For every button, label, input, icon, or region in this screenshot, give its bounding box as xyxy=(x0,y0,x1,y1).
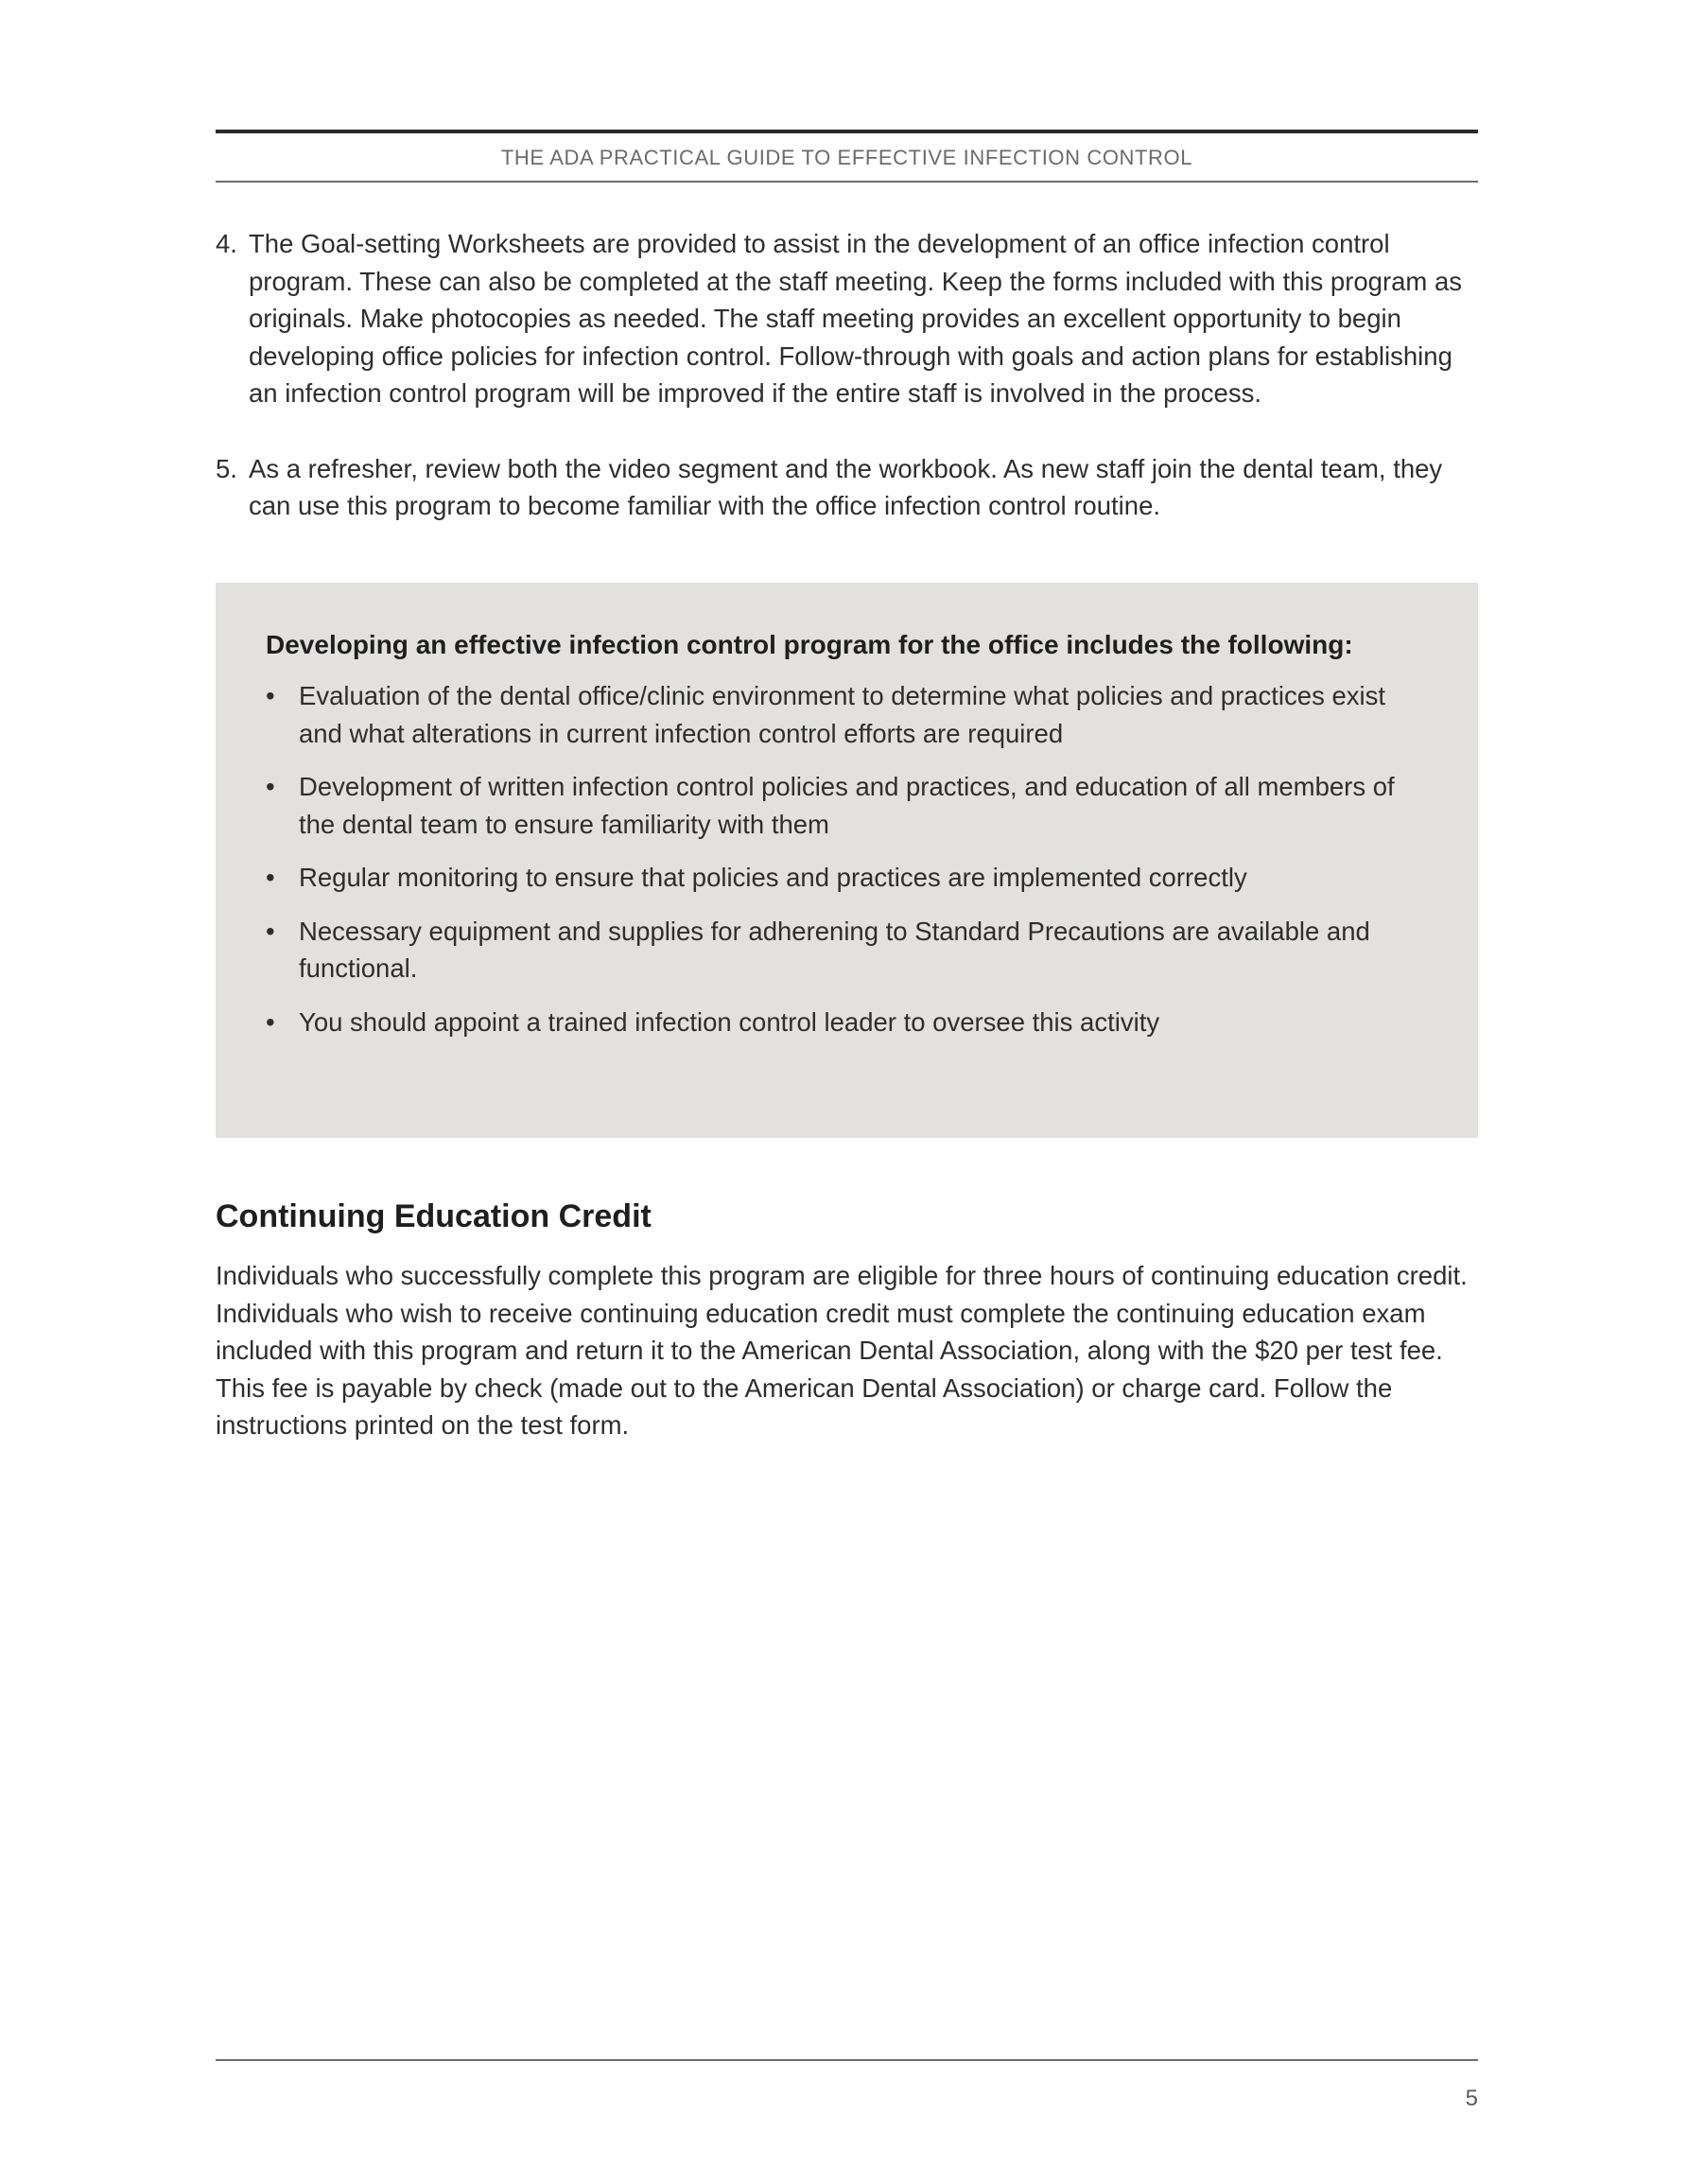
bullet-text: You should appoint a trained infection control leader to oversee this activity xyxy=(299,1006,1160,1037)
bullet-icon: • xyxy=(266,863,275,892)
section-title: Continuing Education Credit xyxy=(216,1198,652,1234)
bullet-item xyxy=(266,913,1429,987)
bullet-icon: • xyxy=(266,916,275,946)
bullet-text: Necessary equipment and supplies for adherening to Standard Precautions are available and functional. xyxy=(299,916,1370,983)
bullet-icon: • xyxy=(266,772,275,801)
footer-rule xyxy=(216,2059,1478,2061)
bullet-item xyxy=(266,859,1429,897)
bullet-text: Development of written infection control policies and practices, and education of all members of the dental team to ensure familiarity with them xyxy=(299,772,1395,839)
numbered-list xyxy=(216,225,1478,525)
bullet-item xyxy=(266,768,1429,843)
bullet-icon: • xyxy=(266,681,275,710)
running-header: THE ADA PRACTICAL GUIDE TO EFFECTIVE INFECTION CONTROL xyxy=(500,146,1193,169)
bullet-item xyxy=(266,677,1429,752)
item-text: As a refresher, review both the video segment and the workbook. As new staff join the dental team, they can use this program to become familiar with the office infection control routine. xyxy=(249,453,1443,520)
page-number: 5 xyxy=(1465,2086,1478,2111)
callout-heading: Developing an effective infection control program for the office includes the following: xyxy=(266,630,1353,659)
item-number: 4. xyxy=(216,229,237,258)
bullet-item xyxy=(266,1004,1429,1041)
callout-bullet-list xyxy=(266,677,1429,1040)
header-bottom-rule xyxy=(216,181,1478,183)
header-top-rule xyxy=(216,130,1478,133)
numbered-item-4 xyxy=(216,225,1478,412)
item-text: The Goal-setting Worksheets are provided to assist in the development of an office infection control program. These can also be completed at the staff meeting. Keep the forms included with this program as originals. Make photocopies as needed. The staff meeting provides an excellent opportunity to begin developing office policies for infection control. Follow-through with goals and action plans for establishing an infection control program will be improved if the entire staff is involved in the process. xyxy=(249,229,1463,408)
bullet-icon: • xyxy=(266,1006,275,1037)
numbered-item-5 xyxy=(216,450,1478,525)
section-body: Individuals who successfully complete this program are eligible for three hours of continuing education credit. Individuals who wish to receive continuing education credit must complete the continuing education exam included with this program and return it to the American Dental Association, along with the $20 per test fee. This fee is payable by check (made out to the American Dental Association) or charge card. Follow the instructions printed on the test form. xyxy=(216,1261,1468,1440)
bullet-text: Regular monitoring to ensure that policies and practices are implemented correctly xyxy=(299,863,1247,892)
bullet-text: Evaluation of the dental office/clinic environment to determine what policies and practices exist and what alterations in current infection control efforts are required xyxy=(299,681,1386,748)
callout-box xyxy=(216,583,1478,1138)
item-number: 5. xyxy=(216,453,237,483)
